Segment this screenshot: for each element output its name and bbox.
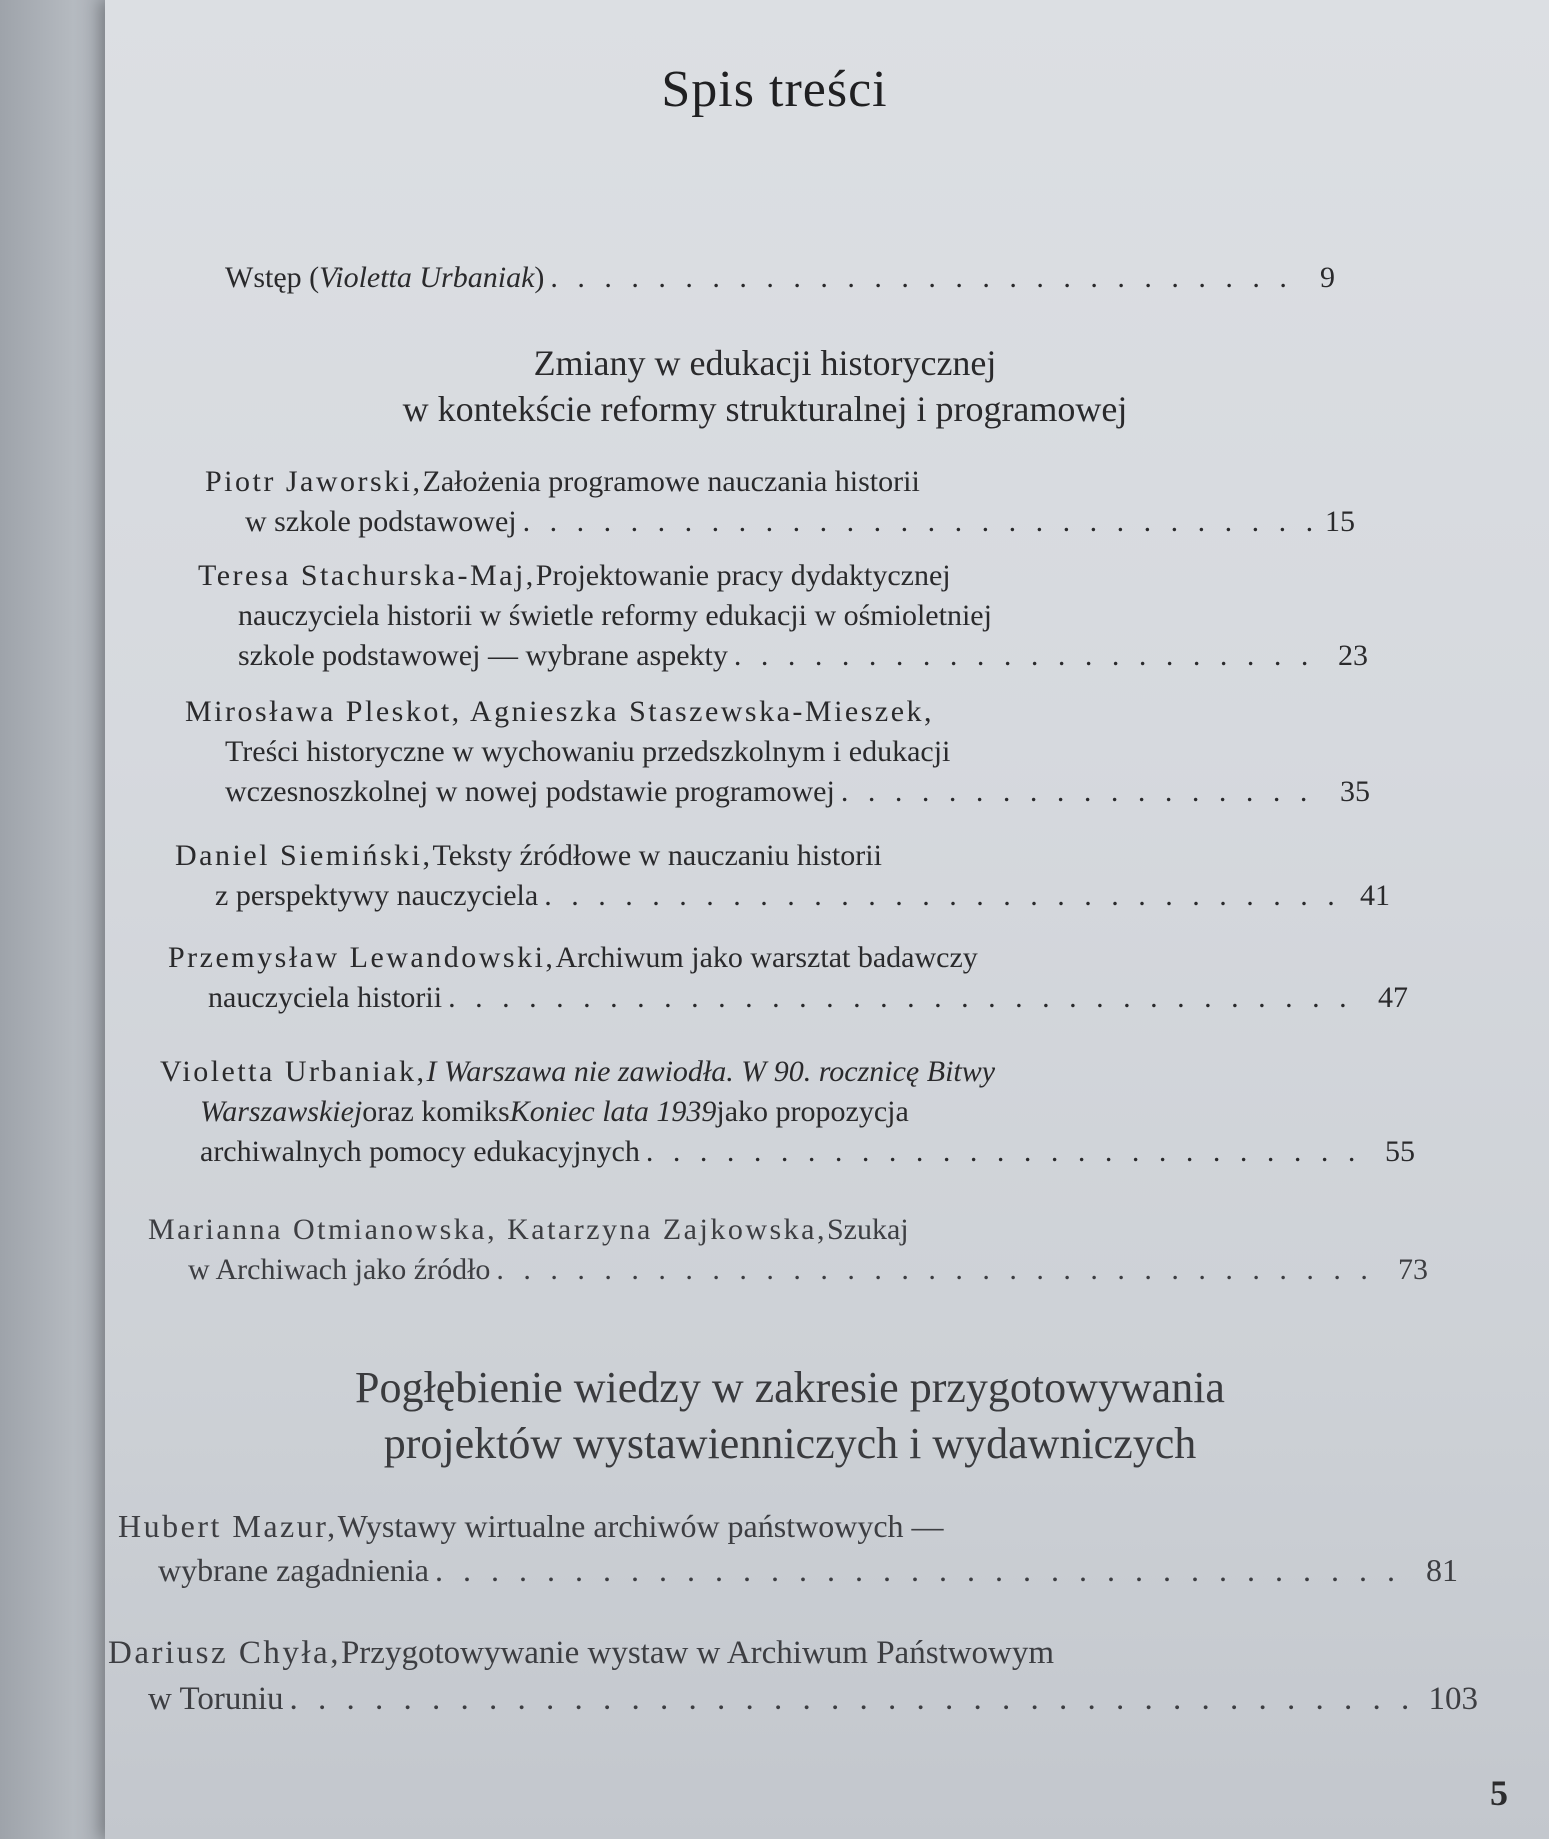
entry-title: Archiwum jako warsztat badawczy [555,941,978,974]
dot-leader [550,258,1293,298]
page-ref: 73 [1398,1253,1428,1286]
entry-title-cont: Koniec lata 1939 [509,1095,717,1128]
page-ref: 35 [1340,775,1370,808]
entry-title: Projektowanie pracy dydaktycznej [535,559,951,592]
entry-author: Dariusz Chyła, [108,1635,341,1671]
entry-author: Daniel Siemiński, [175,839,433,872]
toc-entry [185,692,1370,812]
page-ref: 15 [1325,505,1355,538]
entry-title-cont: nauczyciela historii w świetle reformy edukacji w ośmioletniej [238,599,992,632]
entry-title-cont: wybrane zagadnienia [158,1552,429,1588]
entry-title-cont: z perspektywy nauczyciela [215,879,539,912]
page-ref: 41 [1360,879,1390,912]
entry-title-cont: szkole podstawowej — wybrane aspekty [238,639,728,672]
toc-entry [108,1630,1478,1722]
entry-author: Mirosława Pleskot, Agnieszka Staszewska-Mieszek, [185,695,935,728]
entry-title: I Warszawa nie zawiodła. W 90. rocznicę Bitwy [426,1055,996,1088]
toc-entry-intro [225,258,1335,298]
entry-title: Założenia programowe nauczania historii [422,465,920,498]
entry-author: Piotr Jaworski, [205,465,423,498]
entry-title-cont: nauczyciela historii [208,981,443,1014]
intro-label: Wstęp ( [225,261,320,294]
page-number: 5 [1490,1773,1508,1813]
page-ref: 103 [1428,1681,1478,1717]
dot-leader [734,636,1326,676]
dot-leader [290,1676,1423,1722]
section-heading-line: Zmiany w edukacji historycznej [533,343,997,383]
toc-entry [148,1210,1428,1290]
entry-title-cont: wczesnoszkolnej w nowej podstawie programowej [225,775,835,808]
intro-author: Violetta Urbaniak [319,261,535,294]
entry-title: Wystawy wirtualne archiwów państwowych — [337,1508,944,1544]
page-ref: 81 [1426,1552,1458,1588]
toc-entry [118,1504,1458,1592]
book-spine-edge [0,0,105,1839]
page-ref: 9 [1320,261,1335,294]
entry-author: Hubert Mazur, [118,1508,338,1544]
dot-leader [496,1250,1386,1290]
entry-title: Przygotowywanie wystaw w Archiwum Państwowym [340,1635,1055,1671]
entry-title: Teksty źródłowe w nauczaniu historii [432,839,882,872]
entry-author: Marianna Otmianowska, Katarzyna Zajkowska, [148,1213,827,1246]
entry-title-cont: archiwalnych pomocy edukacyjnych [200,1135,640,1168]
entry-author: Violetta Urbaniak, [160,1055,427,1088]
dot-leader [435,1548,1416,1592]
page-ref: 47 [1378,981,1408,1014]
entry-author: Przemysław Lewandowski, [168,941,556,974]
dot-leader [544,876,1348,916]
entry-author: Teresa Stachurska-Maj, [198,559,536,592]
page-ref: 55 [1385,1135,1415,1168]
entry-title-cont: oraz komiks [362,1095,510,1128]
dot-leader [448,978,1366,1018]
toc-entry [168,938,1408,1018]
entry-title-cont: Warszawskiej [200,1095,363,1128]
toc-entry [198,556,1368,676]
section-heading-2 [190,1360,1390,1472]
section-heading-1 [190,340,1340,432]
entry-title-cont: w szkole podstawowej [245,505,517,538]
section-heading-line: Pogłębienie wiedzy w zakresie przygotowywania [355,1363,1225,1412]
page-ref: 23 [1338,639,1368,672]
section-heading-line: w kontekście reformy strukturalnej i programowej [402,389,1128,429]
entry-title-cont: jako propozycja [716,1095,909,1128]
intro-label-end: ) [534,261,545,294]
dot-leader [841,772,1328,812]
entry-title-cont: w Toruniu [148,1681,284,1717]
dot-leader [523,502,1313,542]
entry-title-cont: w Archiwach jako źródło [188,1253,491,1286]
toc-entry [160,1052,1415,1172]
page-title: Spis treści [661,61,888,118]
toc-entry [175,836,1390,916]
toc-entry [205,462,1355,542]
entry-title: Szukaj [826,1213,909,1246]
dot-leader [646,1132,1373,1172]
entry-title-cont: Treści historyczne w wychowaniu przedszkolnym i edukacji [225,735,951,768]
section-heading-line: projektów wystawienniczych i wydawniczych [383,1419,1197,1468]
